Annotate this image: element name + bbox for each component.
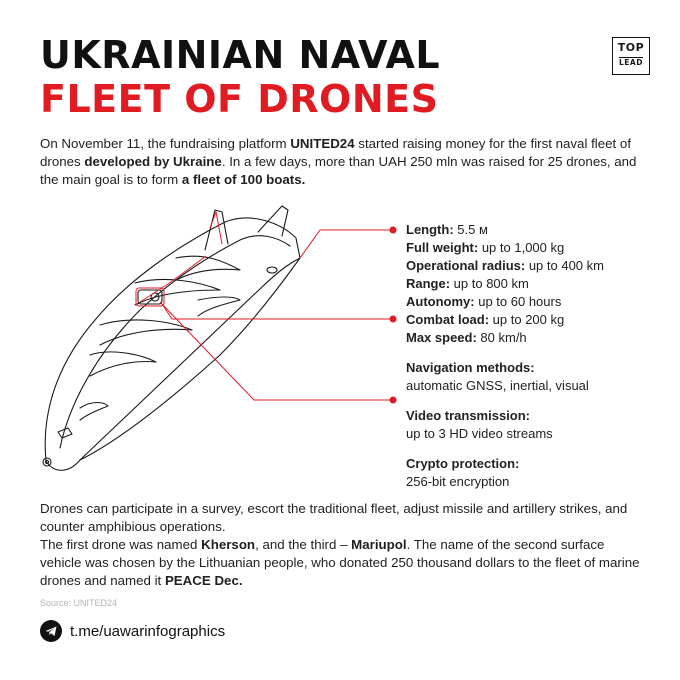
spec-navigation [406, 359, 676, 395]
hull-keel-line [80, 258, 300, 460]
deck-hatch [267, 267, 277, 273]
spec-crypto-value: 256-bit encryption [406, 474, 510, 489]
spec-weight [406, 239, 676, 257]
logo-bottom-text: LEAD [619, 58, 643, 67]
spec-weight-label: Full weight: [406, 240, 479, 255]
spec-list [406, 221, 676, 491]
intro-bold-fleet: a fleet of 100 boats. [181, 172, 306, 187]
logo-top-text: TOP [617, 41, 645, 54]
callout-line-length [300, 230, 392, 258]
telegram-icon [40, 620, 62, 642]
spec-crypto [406, 455, 676, 491]
intro-text-3: . In a few days, more than UAH 250 mln was raised for 25 drones, and the main goal is to form [40, 154, 637, 187]
spec-load-label: Combat load: [406, 312, 490, 327]
spec-length-value: 5.5 м [453, 222, 488, 237]
hull-deck-line [60, 236, 290, 448]
spec-video-value: up to 3 HD video streams [406, 426, 553, 441]
vent-ridge-3 [176, 256, 240, 280]
fin-red-trace [210, 212, 222, 244]
spec-range-value: up to 800 km [450, 276, 529, 291]
spec-nav-value: automatic GNSS, inertial, visual [406, 378, 589, 393]
naming-text-2: , and the third – [255, 537, 352, 552]
hull-outline [45, 218, 300, 470]
deck-box [58, 428, 72, 438]
callout-dot-length [390, 227, 397, 234]
intro-text-2: started raising money for the first naval fleet of drones [40, 136, 632, 169]
intro-bold-united24: UNITED24 [290, 136, 355, 151]
spec-nav-label: Navigation methods: [406, 360, 535, 375]
naming-bold-peace: PEACE Dec. [164, 573, 243, 588]
sensor-red-frame [136, 288, 164, 306]
spec-range [406, 275, 676, 293]
intro-text-1: On November 11, the fundraising platform [40, 136, 291, 151]
spec-length [406, 221, 676, 239]
spec-crypto-label: Crypto protection: [406, 456, 520, 471]
fin-right [258, 206, 288, 236]
source-note: Source: UNITED24 [40, 598, 118, 608]
hull-red-trace [140, 256, 206, 302]
spec-load-value: up to 200 kg [489, 312, 565, 327]
spec-length-label: Length: [406, 222, 454, 237]
telegram-link[interactable] [40, 620, 225, 642]
spec-max-speed [406, 329, 676, 347]
callout-dot-combat [390, 316, 397, 323]
spec-autonomy [406, 293, 676, 311]
naming-paragraph [40, 536, 640, 590]
intro-bold-developed: developed by Ukraine [84, 154, 222, 169]
spec-combat-load [406, 311, 676, 329]
spec-weight-value: up to 1,000 kg [478, 240, 565, 255]
callout-dot-video [390, 397, 397, 404]
spec-speed-label: Max speed: [406, 330, 477, 345]
naming-bold-kherson: Kherson [201, 537, 256, 552]
naming-text-3: . The name of the second surface vehicle was chosen by the Lithuanian people, who donated 250 thousand dollars to the fleet of marine drones and named it [40, 537, 640, 588]
title-line-2: FLEET OF DRONES [40, 77, 439, 121]
naming-bold-mariupol: Mariupol [351, 537, 407, 552]
title-line-1: UKRAINIAN NAVAL [40, 33, 441, 77]
vent-ridge-6 [80, 403, 108, 421]
telegram-handle[interactable]: t.me/uawarinfographics [70, 622, 226, 640]
spec-autonomy-value: up to 60 hours [474, 294, 562, 309]
spec-video [406, 407, 676, 443]
vent-ridge-1 [100, 320, 192, 345]
spec-radius [406, 257, 676, 275]
vent-ridge-5 [90, 352, 156, 376]
spec-video-label: Video transmission: [406, 408, 531, 423]
spec-radius-label: Operational radius: [406, 258, 526, 273]
vent-ridge-2 [135, 279, 220, 305]
drones-paragraph: Drones can participate in a survey, escort the traditional fleet, adjust missile and artillery strikes, and counter amphibious operations. [40, 501, 628, 534]
naming-text-1: The first drone was named [40, 537, 202, 552]
spec-autonomy-label: Autonomy: [406, 294, 475, 309]
callout-line-combat [162, 304, 392, 319]
spec-radius-value: up to 400 km [525, 258, 604, 273]
spec-speed-value: 80 km/h [476, 330, 527, 345]
spec-range-label: Range: [406, 276, 451, 291]
